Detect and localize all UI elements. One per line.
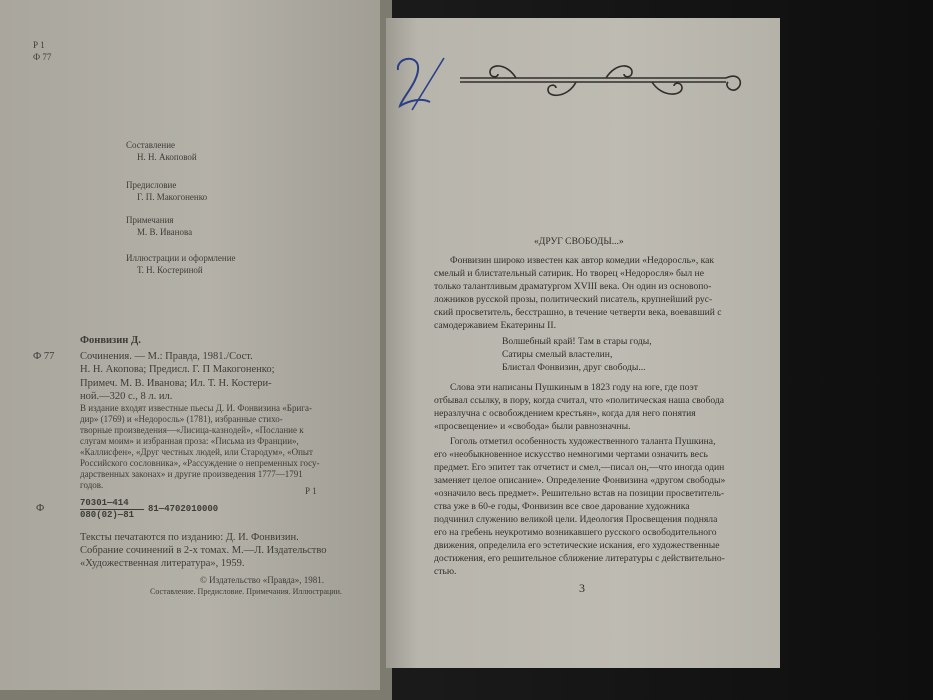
catalog-code: Ф 77 xyxy=(33,351,55,362)
source-note-line: Собрание сочинений в 2-х томах. М.—Л. Издательство xyxy=(80,545,327,556)
copyright-sub: Составление. Предисловие. Примечания. Иллюстрации. xyxy=(150,587,342,596)
index-tail: 81—4702010000 xyxy=(148,504,219,514)
paragraph-line: «означило весь предмет». Решительно встав на позиции просветитель- xyxy=(434,488,725,499)
annotation-line: Российского сословника», «Рассуждение о непременных госу- xyxy=(80,458,320,468)
handwritten-mark-icon xyxy=(386,40,446,120)
paragraph-line: его «необыкновенное искусство немногими чертами означить весь xyxy=(434,449,708,460)
credit-role: Примечания xyxy=(126,215,174,225)
paragraph-line: смелый и блистательный сатирик. Но творец «Недоросля» был не xyxy=(434,268,704,279)
credit-name: Н. Н. Акоповой xyxy=(137,152,197,162)
copyright: © Издательство «Правда», 1981. xyxy=(200,575,325,585)
source-note-line: «Художественная литература», 1959. xyxy=(80,558,245,569)
index-fraction-rule xyxy=(80,509,144,510)
annotation-line: творные произведения—«Лисица-казнодей», «Послание к xyxy=(80,425,304,435)
index-line: 080(02)—81 xyxy=(80,510,135,520)
chapter-heading: «ДРУГ СВОБОДЫ...» xyxy=(534,236,624,247)
paragraph-line: только талантливым драматургом XVIII века. Он один из основопо- xyxy=(434,281,712,292)
paragraph-line: заменяет целое описание». Определение Фонвизина «другом свободы» xyxy=(434,475,726,486)
bbk-code-2: Ф 77 xyxy=(33,52,52,62)
ornament-icon xyxy=(456,48,746,106)
paragraph-line: ложников русской прозы, политический писатель, крупнейший рус- xyxy=(434,294,713,305)
paragraph-line: отбывал ссылку, в пору, когда считал, что «политическая наша свобода xyxy=(434,395,725,406)
catalog-line: Примеч. М. В. Иванова; Ил. Т. Н. Костери- xyxy=(80,378,272,389)
source-note-line: Тексты печатаются по изданию: Д. И. Фонвизин. xyxy=(80,532,299,543)
paragraph-line: предмет. Его эпитет так отчетист и смел,—писал он,—что иногда один xyxy=(434,462,725,473)
paragraph-line: Гоголь отметил особенность художественного таланта Пушкина, xyxy=(450,436,716,447)
paragraph-line: Фонвизин широко известен как автор комедии «Недоросль», как xyxy=(450,255,715,266)
paragraph-line: Слова эти написаны Пушкиным в 1823 году на юге, где поэт xyxy=(450,382,698,393)
paragraph-line: достижения, его решительное сближение литературы с действительно- xyxy=(434,553,725,564)
poem-line: Блистал Фонвизин, друг свободы... xyxy=(502,362,646,373)
paragraph-line: движения, определила его эстетические искания, его художественные xyxy=(434,540,720,551)
credit-role: Предисловие xyxy=(126,180,177,190)
paragraph-line: неразлучна с освобождением крестьян», когда для него понятия xyxy=(434,408,696,419)
paragraph-line: ства уже в 60-е годы, Фонвизин все свое дарование художника xyxy=(434,501,690,512)
catalog-line: Сочинения. — М.: Правда, 1981./Сост. xyxy=(80,351,253,362)
paragraph-line: самодержавием Екатерины II. xyxy=(434,320,556,331)
left-page xyxy=(0,0,380,690)
catalog-line: Н. Н. Акопова; Предисл. Г. П Макогоненко; xyxy=(80,364,275,375)
paragraph-line: стью. xyxy=(434,566,457,577)
paragraph-line: подчинил служению великой цели. Идеология Просвещения подняла xyxy=(434,514,718,525)
credit-name: Т. Н. Костериной xyxy=(137,265,203,275)
paragraph-line: его на гребень неукротимо возникавшего русского освободительного xyxy=(434,527,717,538)
annotation-line: дир» (1769) и «Недоросль» (1781), избранные стихо- xyxy=(80,414,283,424)
index-prefix: Ф xyxy=(36,503,45,514)
bbk-code-1: Р 1 xyxy=(33,40,45,50)
annotation-line: В издание входят известные пьесы Д. И. Фонвизина «Брига- xyxy=(80,403,312,413)
catalog-author: Фонвизин Д. xyxy=(80,335,141,346)
index-line: 70301—414 xyxy=(80,498,129,508)
annotation-line: дарственных законах» и другие произведения 1777—1791 xyxy=(80,469,303,479)
annotation-line: «Каллисфен», «Друг честных людей, или Стародум», «Опыт xyxy=(80,447,313,457)
credit-name: М. В. Иванова xyxy=(137,227,193,237)
poem-line: Сатиры смелый властелин, xyxy=(502,349,613,360)
annotation-line: годов. xyxy=(80,480,104,490)
paragraph-line: «просвещение» и «свобода» были равнозначны. xyxy=(434,421,631,432)
right-page xyxy=(386,18,780,668)
catalog-line: ной.—320 с., 8 л. ил. xyxy=(80,391,173,402)
page-number: 3 xyxy=(579,581,585,595)
credit-role: Иллюстрации и оформление xyxy=(126,253,236,263)
credit-name: Г. П. Макогоненко xyxy=(137,192,208,202)
credit-role: Составление xyxy=(126,140,176,150)
paragraph-line: ский просветитель, бесстрашно, в течение четверти века, воевавший с xyxy=(434,307,722,318)
poem-line: Волшебный край! Там в стары годы, xyxy=(502,336,652,347)
classification-code: Р 1 xyxy=(305,486,317,496)
annotation-line: слугам моим» и избранная проза: «Письма из Франции», xyxy=(80,436,299,446)
